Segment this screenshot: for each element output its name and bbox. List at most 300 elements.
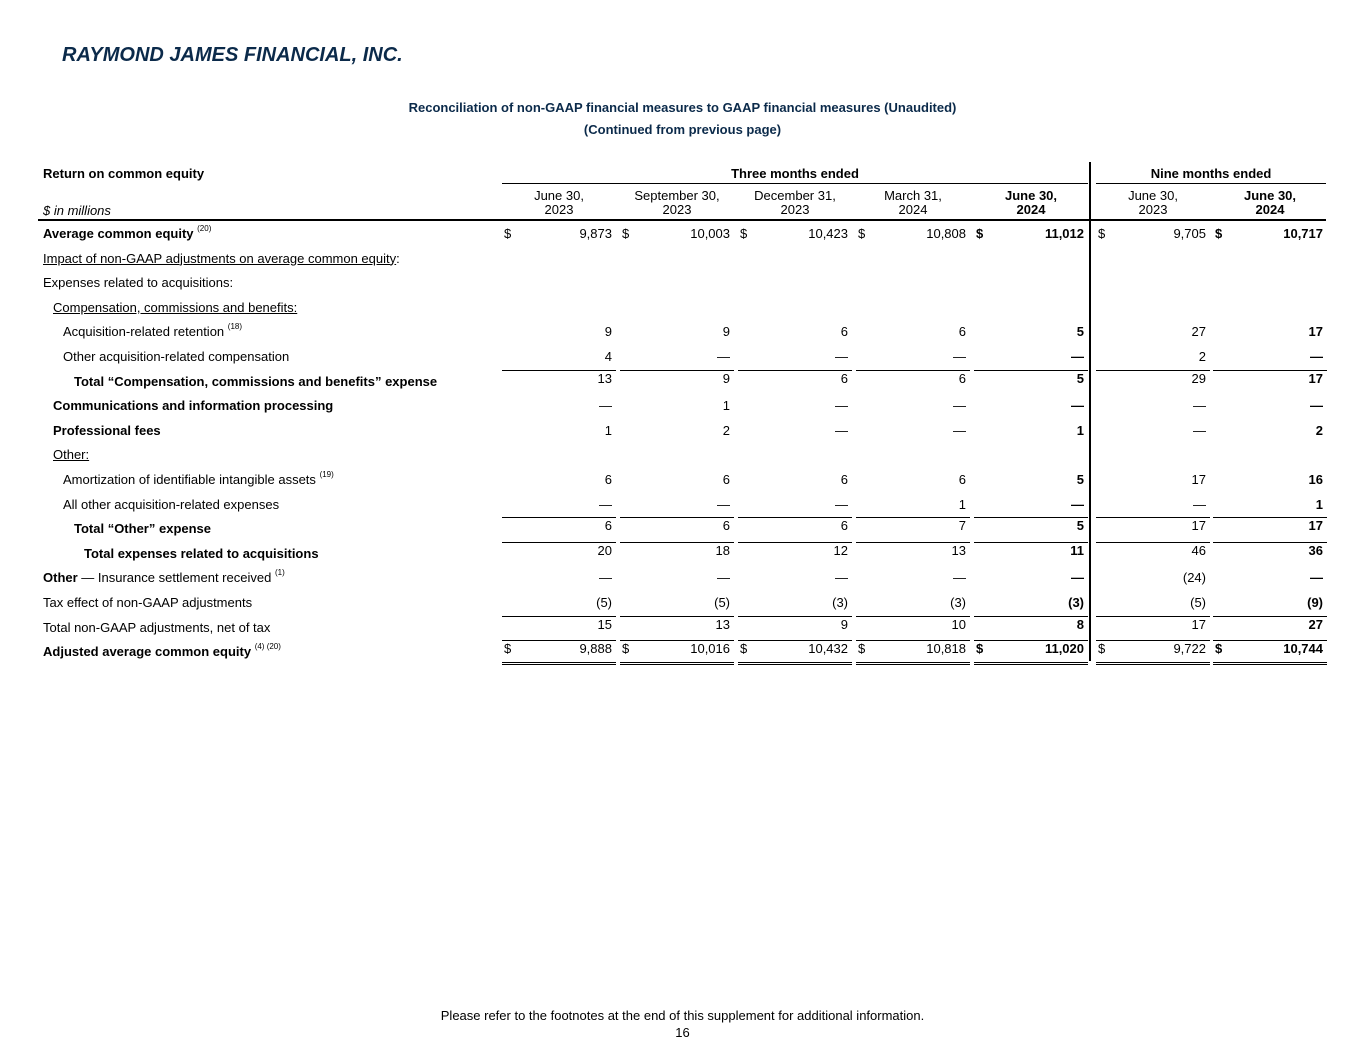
row-label-text: Impact of non-GAAP adjustments on average common equity <box>43 250 397 266</box>
cell-value: 2 <box>1198 349 1206 364</box>
cell-value: — <box>1071 349 1084 364</box>
table-cell <box>1096 324 1210 342</box>
cell-value: 13 <box>951 542 966 558</box>
table-cell <box>974 497 1088 515</box>
units-label: $ in millions <box>43 203 111 218</box>
table-cell <box>620 595 734 613</box>
cell-value: 5 <box>1076 518 1084 534</box>
cell-value: (24) <box>1182 570 1206 586</box>
group-underline-nine-months <box>1096 183 1326 184</box>
cell-value: 20 <box>597 542 612 558</box>
table-cell <box>738 226 852 244</box>
cell-value: 16 <box>1308 472 1323 487</box>
table-row <box>0 640 1365 664</box>
table-cell <box>1096 370 1210 392</box>
table-row <box>0 320 1365 344</box>
table-cell <box>974 423 1088 441</box>
table-cell <box>1213 616 1327 638</box>
cell-value: 10,016 <box>690 641 730 657</box>
cell-value: 10,744 <box>1283 641 1323 657</box>
table-cell <box>974 640 1088 665</box>
table-cell <box>856 595 970 613</box>
table-cell <box>1213 570 1327 588</box>
column-header-line1: June 30, <box>1128 188 1178 203</box>
table-cell <box>738 349 852 367</box>
table-cell <box>620 472 734 490</box>
table-cell <box>1096 542 1210 564</box>
cell-value: — <box>953 570 966 586</box>
row-label <box>43 644 281 659</box>
table-cell <box>738 616 852 638</box>
table-cell <box>620 226 734 244</box>
cell-value: — <box>835 422 848 438</box>
cell-value: 11 <box>1070 542 1084 558</box>
table-cell <box>738 398 852 416</box>
table-cell <box>1213 370 1327 392</box>
cell-value: — <box>835 349 848 364</box>
row-label-suffix: : <box>396 250 400 266</box>
table-row <box>0 394 1365 418</box>
cell-value: 10,818 <box>926 641 966 657</box>
table-row <box>0 370 1365 394</box>
cell-value: 9,873 <box>579 226 612 241</box>
cell-value: 10 <box>951 616 966 632</box>
cell-value: 10,432 <box>808 641 848 657</box>
cell-value: 9,722 <box>1173 641 1206 657</box>
currency-symbol: $ <box>976 641 984 657</box>
row-label <box>63 349 289 364</box>
column-header-line2: 2024 <box>898 202 928 217</box>
company-name: RAYMOND JAMES FINANCIAL, INC. <box>62 44 403 66</box>
table-cell <box>502 542 616 564</box>
column-header-line2: 2023 <box>544 202 574 217</box>
cell-value: 8 <box>1076 616 1084 632</box>
table-cell <box>1096 595 1210 613</box>
table-cell <box>856 370 970 392</box>
table-cell <box>974 542 1088 564</box>
currency-symbol: $ <box>1098 641 1106 657</box>
cell-value: 4 <box>604 349 612 364</box>
table-cell <box>1096 570 1210 588</box>
group-underline-three-months <box>502 183 1088 184</box>
table-cell <box>974 370 1088 392</box>
row-label-text: Compensation, commissions and benefits: <box>53 299 298 315</box>
row-label-text: Total expenses related to acquisitions <box>84 545 319 561</box>
cell-value: 17 <box>1191 518 1206 534</box>
table-cell <box>1213 472 1327 490</box>
table-cell <box>1096 497 1210 515</box>
table-cell <box>502 423 616 441</box>
currency-symbol: $ <box>622 226 630 241</box>
column-header <box>502 189 616 217</box>
table-cell <box>502 570 616 588</box>
row-label-text: All other acquisition-related expenses <box>63 496 280 512</box>
cell-value: — <box>953 349 966 364</box>
cell-value: 9 <box>722 370 730 386</box>
cell-value: 36 <box>1308 542 1323 558</box>
cell-value: 11,020 <box>1044 641 1084 657</box>
table-cell <box>974 472 1088 490</box>
cell-value: (9) <box>1307 595 1323 610</box>
table-row <box>0 517 1365 541</box>
table-row <box>0 345 1365 369</box>
table-cell <box>856 497 970 515</box>
currency-symbol: $ <box>504 226 512 241</box>
table-row <box>0 616 1365 640</box>
table-row <box>0 443 1365 467</box>
table-cell <box>856 517 970 539</box>
table-cell <box>974 517 1088 539</box>
cell-value: 18 <box>715 542 730 558</box>
cell-value: 6 <box>958 324 966 340</box>
cell-value: — <box>717 349 730 364</box>
footnote-ref: (18) <box>227 322 243 332</box>
table-cell <box>620 349 734 367</box>
table-cell <box>620 616 734 638</box>
table-cell <box>1213 324 1327 342</box>
cell-value: 6 <box>604 472 612 487</box>
table-cell <box>856 542 970 564</box>
header-rule <box>38 219 1326 221</box>
currency-symbol: $ <box>858 226 866 241</box>
table-row <box>0 542 1365 566</box>
table-cell <box>1096 517 1210 539</box>
page-number: 16 <box>675 1025 690 1040</box>
row-label-text: Total “Other” expense <box>74 521 212 537</box>
table-cell <box>974 595 1088 613</box>
table-cell <box>502 517 616 539</box>
table-cell <box>620 542 734 564</box>
table-cell <box>856 640 970 665</box>
report-subtitle: (Continued from previous page) <box>583 122 782 137</box>
column-header <box>738 189 852 217</box>
row-label-text: Acquisition-related retention <box>63 324 225 340</box>
table-cell <box>738 542 852 564</box>
cell-value: 13 <box>597 370 612 386</box>
cell-value: 10,423 <box>808 226 848 241</box>
cell-value: 11,012 <box>1044 226 1084 241</box>
footer-note: Please refer to the footnotes at the end of this supplement for additional information. <box>440 1008 925 1023</box>
footnote-ref: (4) (20) <box>254 642 281 652</box>
cell-value: 1 <box>722 398 730 414</box>
cell-value: 6 <box>840 472 848 487</box>
cell-value: 17 <box>1191 616 1206 632</box>
column-header-line2: 2023 <box>1138 202 1168 217</box>
currency-symbol: $ <box>740 226 748 241</box>
cell-value: 9,888 <box>579 641 612 657</box>
table-cell <box>856 570 970 588</box>
table-row <box>0 296 1365 320</box>
table-cell <box>502 497 616 515</box>
column-header <box>1096 189 1210 217</box>
cell-value: 5 <box>1076 324 1084 340</box>
cell-value: 6 <box>840 324 848 340</box>
table-cell <box>502 616 616 638</box>
table-cell <box>738 640 852 665</box>
footnote-ref: (20) <box>197 224 212 233</box>
cell-value: — <box>835 496 848 512</box>
table-cell <box>502 349 616 367</box>
cell-value: 7 <box>958 518 966 534</box>
row-label-text: Expenses related to acquisitions: <box>43 275 234 291</box>
table-cell <box>620 398 734 416</box>
table-cell <box>502 595 616 613</box>
table-row <box>0 566 1365 590</box>
table-cell <box>620 570 734 588</box>
column-header-line2: 2024 <box>1255 202 1285 217</box>
table-cell <box>1096 423 1210 441</box>
row-label-text: Amortization of identifiable intangible assets <box>63 472 316 487</box>
column-header-line1: June 30, <box>1004 188 1058 203</box>
row-label <box>43 251 400 266</box>
footnote-ref: (1) <box>274 568 285 578</box>
period-divider <box>1089 162 1091 661</box>
row-label-text: Other: <box>53 447 90 463</box>
cell-value: — <box>599 570 612 586</box>
cell-value: 5 <box>1076 370 1084 386</box>
table-cell <box>1213 542 1327 564</box>
currency-symbol: $ <box>1215 226 1223 241</box>
cell-value: 10,717 <box>1283 226 1323 241</box>
cell-value: — <box>1310 570 1323 586</box>
cell-value: 27 <box>1308 616 1323 632</box>
table-cell <box>1213 398 1327 416</box>
row-label <box>43 570 285 585</box>
cell-value: — <box>1193 496 1206 512</box>
row-label <box>43 595 252 610</box>
cell-value: 6 <box>722 518 730 534</box>
currency-symbol: $ <box>1098 226 1106 241</box>
footnote-ref: (19) <box>319 470 334 479</box>
cell-value: — <box>1193 398 1206 414</box>
cell-value: — <box>717 496 730 512</box>
column-header-line1: June 30, <box>1243 188 1297 203</box>
cell-value: 17 <box>1191 472 1206 487</box>
cell-value: 27 <box>1191 324 1206 340</box>
section-label: Return on common equity <box>43 166 205 181</box>
table-cell <box>1213 497 1327 515</box>
table-cell <box>1213 226 1327 244</box>
table-cell <box>620 324 734 342</box>
table-cell <box>1096 472 1210 490</box>
cell-value: 6 <box>604 518 612 534</box>
cell-value: — <box>599 398 612 414</box>
column-header <box>1213 189 1327 217</box>
row-label <box>74 521 211 536</box>
column-header-line2: 2023 <box>780 202 810 217</box>
cell-value: 46 <box>1191 542 1206 558</box>
table-row <box>0 591 1365 615</box>
currency-symbol: $ <box>622 641 630 657</box>
row-label-text: Other acquisition-related compensation <box>63 349 290 364</box>
table-cell <box>738 472 852 490</box>
table-cell <box>502 640 616 665</box>
cell-value: 6 <box>722 472 730 487</box>
row-label-text: Communications and information processing <box>53 398 334 414</box>
table-cell <box>974 349 1088 367</box>
table-cell <box>974 398 1088 416</box>
row-label <box>53 423 161 438</box>
table-cell <box>738 370 852 392</box>
table-cell <box>738 423 852 441</box>
table-cell <box>738 517 852 539</box>
column-header-line2: 2024 <box>1016 202 1046 217</box>
row-label-text: Total non-GAAP adjustments, net of tax <box>43 619 271 635</box>
column-header <box>974 189 1088 217</box>
row-label-text: Tax effect of non-GAAP adjustments <box>43 595 253 610</box>
table-cell <box>974 616 1088 638</box>
table-cell <box>974 324 1088 342</box>
cell-value: 17 <box>1308 370 1323 386</box>
row-label-text: Average common equity <box>43 226 194 241</box>
row-label <box>63 497 279 512</box>
cell-value: 29 <box>1191 370 1206 386</box>
row-label <box>43 620 270 635</box>
cell-value: 5 <box>1076 472 1084 487</box>
table-cell <box>856 226 970 244</box>
table-row <box>0 468 1365 492</box>
cell-value: 9,705 <box>1173 226 1206 241</box>
table-cell <box>502 324 616 342</box>
cell-value: — <box>953 422 966 438</box>
column-header-line1: March 31, <box>884 188 942 203</box>
row-label <box>53 398 333 413</box>
column-header-line2: 2023 <box>662 202 692 217</box>
cell-value: (3) <box>950 595 966 610</box>
table-row <box>0 419 1365 443</box>
cell-value: 15 <box>597 616 612 632</box>
cell-value: 1 <box>958 496 966 512</box>
table-cell <box>738 324 852 342</box>
cell-value: — <box>1071 570 1084 586</box>
currency-symbol: $ <box>858 641 866 657</box>
cell-value: 6 <box>958 472 966 487</box>
table-cell <box>856 423 970 441</box>
table-cell <box>1213 517 1327 539</box>
cell-value: 2 <box>722 422 730 438</box>
cell-value: — <box>835 398 848 414</box>
cell-value: 10,808 <box>926 226 966 241</box>
cell-value: 9 <box>722 324 730 340</box>
cell-value: — <box>1310 349 1323 364</box>
table-row <box>0 493 1365 517</box>
currency-symbol: $ <box>1215 641 1223 657</box>
row-label-text: Total “Compensation, commissions and benefits” expense <box>74 373 438 389</box>
table-cell <box>1213 423 1327 441</box>
column-header <box>856 189 970 217</box>
cell-value: 1 <box>604 422 612 438</box>
cell-value: 1 <box>1315 496 1323 512</box>
table-cell <box>502 370 616 392</box>
table-cell <box>738 595 852 613</box>
table-cell <box>1096 398 1210 416</box>
cell-value: 12 <box>833 542 848 558</box>
cell-value: — <box>1193 422 1206 438</box>
row-label-text: Adjusted average common equity <box>43 644 252 660</box>
cell-value: 1 <box>1076 422 1084 438</box>
row-label <box>53 447 89 462</box>
table-cell <box>1096 616 1210 638</box>
cell-value: 13 <box>715 616 730 632</box>
cell-value: (5) <box>1190 595 1206 610</box>
cell-value: 9 <box>604 324 612 340</box>
group-header-nine-months: Nine months ended <box>1150 166 1272 181</box>
row-label <box>63 472 334 487</box>
group-header-three-months: Three months ended <box>731 166 859 181</box>
cell-value: — <box>717 570 730 586</box>
table-cell <box>856 349 970 367</box>
table-cell <box>856 324 970 342</box>
table-cell <box>502 472 616 490</box>
table-cell <box>1096 349 1210 367</box>
currency-symbol: $ <box>504 641 512 657</box>
table-cell <box>856 398 970 416</box>
row-label <box>63 324 242 339</box>
table-cell <box>1213 640 1327 665</box>
cell-value: — <box>1310 398 1323 414</box>
table-cell <box>502 398 616 416</box>
row-label-suffix: — Insurance settlement received <box>77 570 272 586</box>
cell-value: 6 <box>840 518 848 534</box>
currency-symbol: $ <box>740 641 748 657</box>
table-cell <box>1213 595 1327 613</box>
table-cell <box>620 423 734 441</box>
cell-value: — <box>1071 496 1084 512</box>
column-header-line1: June 30, <box>534 188 584 203</box>
cell-value: 2 <box>1315 422 1323 438</box>
cell-value: (3) <box>1068 595 1084 610</box>
table-row <box>0 247 1365 271</box>
row-label <box>84 546 319 561</box>
table-cell <box>502 226 616 244</box>
row-label <box>53 300 297 315</box>
cell-value: 10,003 <box>690 226 730 241</box>
cell-value: 6 <box>958 370 966 386</box>
cell-value: — <box>1071 398 1084 414</box>
table-cell <box>620 370 734 392</box>
cell-value: 17 <box>1308 324 1323 340</box>
cell-value: (5) <box>596 595 612 610</box>
cell-value: 17 <box>1308 518 1323 534</box>
table-cell <box>1096 226 1210 244</box>
cell-value: (5) <box>714 595 730 610</box>
cell-value: — <box>953 398 966 414</box>
cell-value: — <box>835 570 848 586</box>
column-header-line1: September 30, <box>634 188 720 203</box>
table-cell <box>738 570 852 588</box>
cell-value: 6 <box>840 370 848 386</box>
table-cell <box>620 640 734 665</box>
row-label <box>43 226 211 241</box>
table-cell <box>856 616 970 638</box>
table-row <box>0 271 1365 295</box>
cell-value: (3) <box>832 595 848 610</box>
table-cell <box>856 472 970 490</box>
cell-value: — <box>599 496 612 512</box>
row-label-text: Professional fees <box>53 422 161 438</box>
currency-symbol: $ <box>976 226 984 241</box>
row-label <box>43 275 233 290</box>
table-row <box>0 222 1365 246</box>
column-header <box>620 189 734 217</box>
table-cell <box>738 497 852 515</box>
table-cell <box>1213 349 1327 367</box>
table-cell <box>620 517 734 539</box>
row-label <box>74 374 437 389</box>
cell-value: 9 <box>840 616 848 632</box>
report-title: Reconciliation of non-GAAP financial measures to GAAP financial measures (Unaudited) <box>408 100 957 115</box>
table-cell <box>974 226 1088 244</box>
